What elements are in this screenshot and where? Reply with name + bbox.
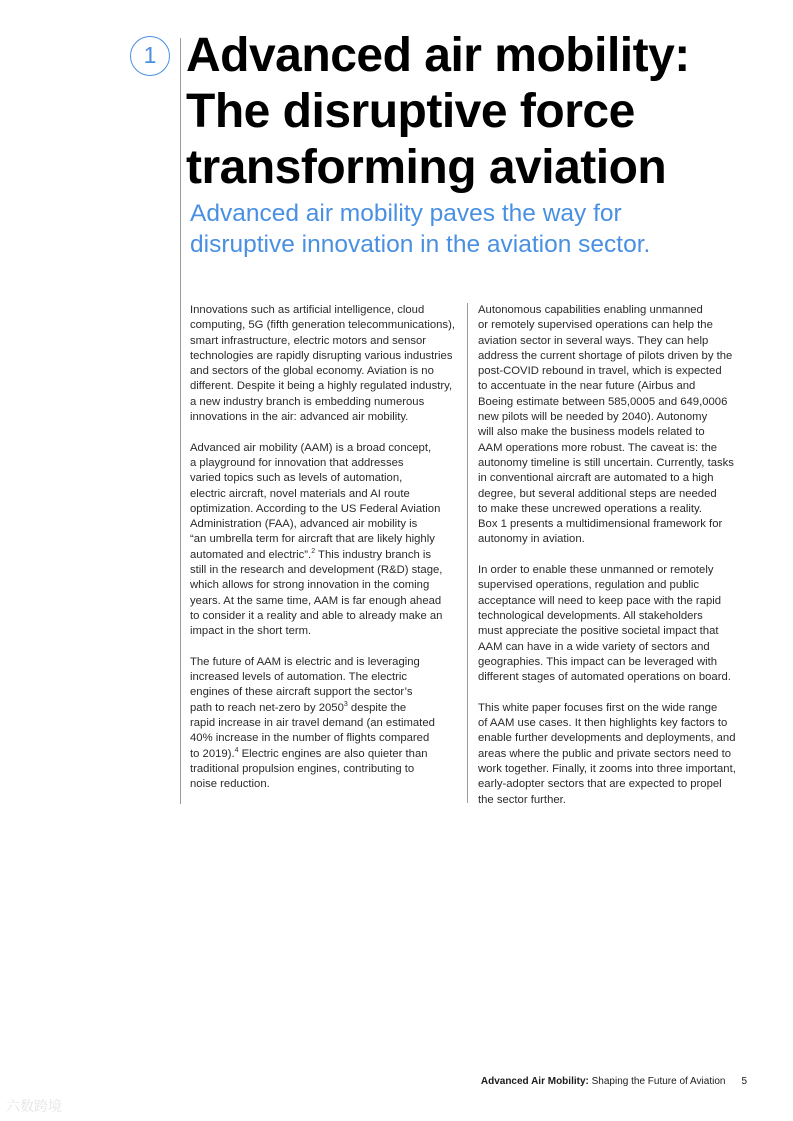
watermark-logo: 六数跨境	[6, 1098, 62, 1114]
right-text-column	[478, 303, 748, 823]
text-line: Autonomous capabilities enabling unmanned	[478, 304, 703, 316]
text-line: rapid increase in air travel demand (an estimated	[190, 717, 435, 730]
column-divider-rule	[467, 303, 468, 803]
text-line: work together. Finally, it zooms into three important,	[478, 762, 736, 775]
text-line: degree, but several additional steps are needed	[478, 487, 717, 500]
text-line: geographies. This impact can be leveraged with	[478, 655, 718, 668]
text-line: electric aircraft, novel materials and AI route	[190, 487, 410, 500]
footer-report-title-bold: Advanced Air Mobility:	[480, 1076, 589, 1087]
left-text-column	[190, 303, 460, 808]
text-line: and sectors of the global economy. Aviation is no	[190, 365, 434, 378]
text-line: Administration (FAA), advanced air mobility is	[190, 518, 418, 531]
page-title-line: transforming aviation	[186, 141, 667, 194]
text-line: will also make the business models related to	[478, 426, 705, 439]
paragraph-innovations	[190, 303, 460, 425]
text-line: a playground for innovation that addresses	[190, 456, 404, 469]
text-line: the sector further.	[478, 793, 566, 806]
text-line: address the current shortage of pilots driven by the	[478, 349, 733, 362]
text-line: noise reduction.	[190, 778, 270, 791]
paragraph-white-paper	[478, 701, 748, 808]
subtitle-line: Advanced air mobility paves the way for	[190, 200, 622, 227]
text-line: technological developments. All stakeholders	[478, 609, 703, 622]
text-fragment: despite the	[347, 701, 407, 714]
chapter-number-badge: 1	[130, 36, 170, 76]
text-line: computing, 5G (fifth generation telecommunications),	[190, 319, 455, 332]
text-line: in conventional aircraft are automated to a high	[478, 472, 714, 485]
text-line: or remotely supervised operations can help the	[478, 319, 713, 332]
text-line: aviation sector in several ways. They can help	[478, 334, 709, 347]
text-line: innovations in the air: advanced air mobility.	[190, 411, 409, 424]
text-line: “an umbrella term for aircraft that are likely highly	[190, 533, 435, 546]
subtitle-line: disruptive innovation in the aviation sector.	[190, 231, 651, 258]
text-line: to accentuate in the near future (Airbus and	[478, 380, 696, 393]
text-line: Innovations such as artificial intelligence, cloud	[190, 304, 425, 316]
text-line: acceptance will need to keep pace with the rapid	[478, 594, 722, 607]
text-fragment: path to reach net-zero by 2050	[190, 701, 344, 714]
text-line: AAM operations more robust. The caveat is: the	[478, 441, 718, 454]
text-line: years. At the same time, AAM is far enough ahead	[190, 594, 442, 607]
text-line: traditional propulsion engines, contributing to	[190, 762, 415, 775]
text-line: varied topics such as levels of automation,	[190, 472, 403, 485]
text-line: different. Despite it being a highly regulated industry,	[190, 380, 453, 393]
text-line: early-adopter sectors that are expected to propel	[478, 778, 722, 791]
text-line: a new industry branch is embedding numerous	[190, 395, 425, 408]
text-line: The future of AAM is electric and is leveraging	[190, 655, 420, 668]
text-fragment: to 2019).	[190, 747, 235, 760]
text-line: In order to enable these unmanned or remotely	[478, 564, 714, 577]
footer-report-title: Shaping the Future of Aviation	[588, 1076, 726, 1087]
text-line: new pilots will be needed by 2040). Autonomy	[478, 411, 708, 424]
text-line: Boeing estimate between 585,0005 and 649,0006	[478, 395, 728, 408]
text-line: supervised operations, regulation and public	[478, 579, 700, 592]
text-line: which allows for strong innovation in the coming	[190, 579, 430, 592]
page-title	[186, 28, 786, 196]
footnote-ref: 3	[343, 700, 348, 708]
text-line: engines of these aircraft support the sector’s	[190, 686, 413, 699]
text-line: to consider it a reality and able to already make an	[190, 609, 443, 622]
footnote-ref: 4	[234, 746, 239, 754]
paragraph-future-electric	[190, 655, 460, 793]
paragraph-regulation	[478, 563, 748, 685]
text-line: optimization. According to the US Federal Aviation	[190, 502, 441, 515]
text-fragment: Electric engines are also quieter than	[238, 747, 428, 760]
text-line: of AAM use cases. It then highlights key factors to	[478, 717, 728, 730]
text-line	[190, 747, 460, 762]
page-footer	[481, 1076, 747, 1087]
text-fragment: This industry branch is	[315, 548, 432, 561]
text-line: smart infrastructure, electric motors and sensor	[190, 334, 427, 347]
page-number: 5	[741, 1076, 747, 1087]
text-line: 40% increase in the number of flights compared	[190, 732, 430, 745]
text-line: Box 1 presents a multidimensional framework for	[478, 518, 723, 531]
title-vertical-rule	[180, 38, 181, 804]
text-line	[190, 701, 460, 716]
text-line: post-COVID rebound in travel, which is expected	[478, 365, 722, 378]
page-subtitle	[190, 198, 780, 260]
text-line: still in the research and development (R&D) stage,	[190, 564, 443, 577]
text-line	[190, 548, 460, 563]
text-line: enable further developments and deployments, and	[478, 732, 736, 745]
page-title-line: Advanced air mobility:	[186, 29, 690, 82]
text-line: This white paper focuses first on the wide range	[478, 701, 718, 714]
footnote-ref: 2	[311, 547, 316, 555]
text-line: Advanced air mobility (AAM) is a broad concept,	[190, 441, 432, 454]
text-line: impact in the short term.	[190, 625, 312, 638]
text-line: areas where the public and private sectors need to	[478, 747, 732, 760]
text-line: AAM can have in a wide variety of sectors and	[478, 640, 710, 653]
text-line: to make these uncrewed operations a reality.	[478, 502, 702, 515]
text-line: technologies are rapidly disrupting various industries	[190, 349, 453, 362]
text-line: must appreciate the positive societal impact that	[478, 625, 719, 638]
paragraph-aam-concept	[190, 441, 460, 640]
text-line: increased levels of automation. The electric	[190, 671, 408, 684]
text-line: autonomy timeline is still uncertain. Currently, tasks	[478, 456, 734, 469]
text-line: autonomy in aviation.	[478, 533, 585, 546]
paragraph-autonomy	[478, 303, 748, 548]
page-title-line: The disruptive force	[186, 85, 635, 138]
text-line: different stages of automated operations on board.	[478, 671, 731, 684]
text-fragment: automated and electric”.	[190, 548, 312, 561]
